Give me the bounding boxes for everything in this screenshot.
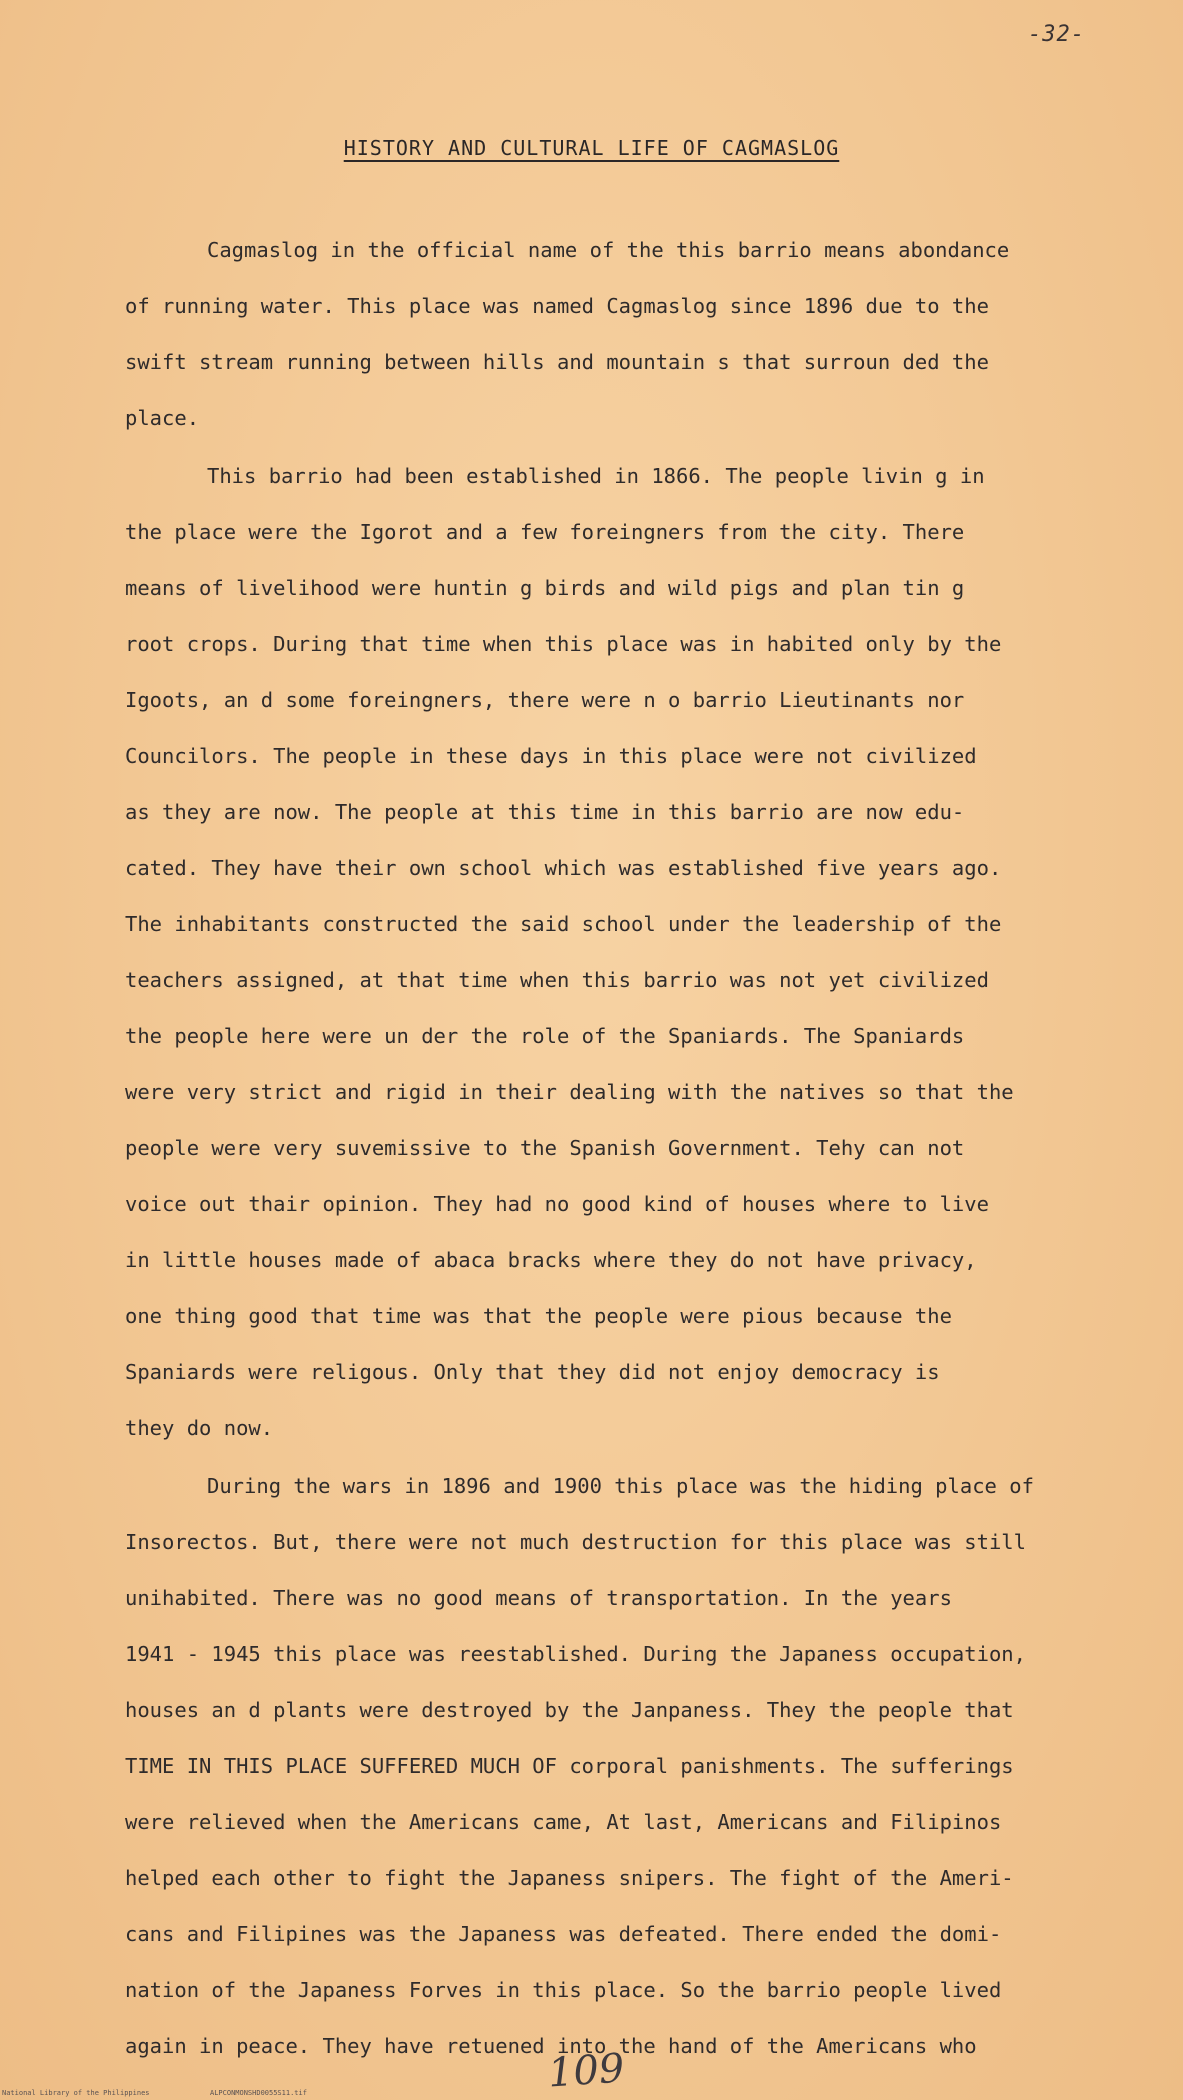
handwritten-page-number: 109 (546, 2045, 626, 2097)
paragraph-3: During the wars in 1896 and 1900 this place was the hiding place of Insorectos. But, there were not much destruction for this place was still unihabited. There was no good means of transportation. In the years 1941 - 1945 this place was reestablished. During the Japaness occupation, houses an d plants were destroyed by the Janpaness. They the people that TIME IN THIS PLACE SUFFERED MUCH OF corporal panishments. The sufferings were relieved when the Americans came, At last, Americans and Filipinos helped each other to fight the Japaness snipers. The fight of the Ameri- cans and Filipines was the Japaness was defeated. There ended the domi- nation of the Japaness Forves in this place. So the barrio people lived again in peace. They have retuened into the hand of the Americans who (125, 1474, 1034, 2058)
paragraph-2: This barrio had been established in 1866. The people livin g in the place were the Igorot and a few foreingners from the city. There means of livelihood were huntin g birds and wild pigs and plan tin g root crops. During that time when this place was in habited only by the Igoots, an d some foreingners, there were n o barrio Lieutinants nor Councilors. The people in these days in this place were not civilized as they are now. The people at this time in this barrio are now edu- cated. They have their own school which was established five years ago. The inhabitants constructed the said school under the leadership of the teachers assigned, at that time when this barrio was not yet civilized the people here were un der the role of the Spaniards. The Spaniards were very strict and rigid in their dealing with the natives so that the people were very suvemissive to the Spanish Government. Tehy can not voice out thair opinion. They had no good kind of houses where to live in little houses made of abaca bracks where they do not have privacy, one thing good that time was that the people were pious because the Spaniards were religous. Only that they did not enjoy democracy is they do now. (125, 464, 1014, 1440)
document-body (125, 222, 1115, 2074)
archive-footer (0, 2088, 1183, 2100)
document-title: HISTORY AND CULTURAL LIFE OF CAGMASLOG (343, 136, 840, 160)
footer-library-label: National Library of the Philippines (2, 2089, 150, 2097)
paragraph-1: Cagmaslog in the official name of the this barrio means abondance of running water. This place was named Cagmaslog since 1896 due to the swift stream running between hills and mountain s that surroun ded the place. (125, 238, 1010, 430)
page-number: -32- (1028, 22, 1085, 47)
footer-file-label: ALPCONMONSHD0055S11.tif (210, 2089, 307, 2097)
